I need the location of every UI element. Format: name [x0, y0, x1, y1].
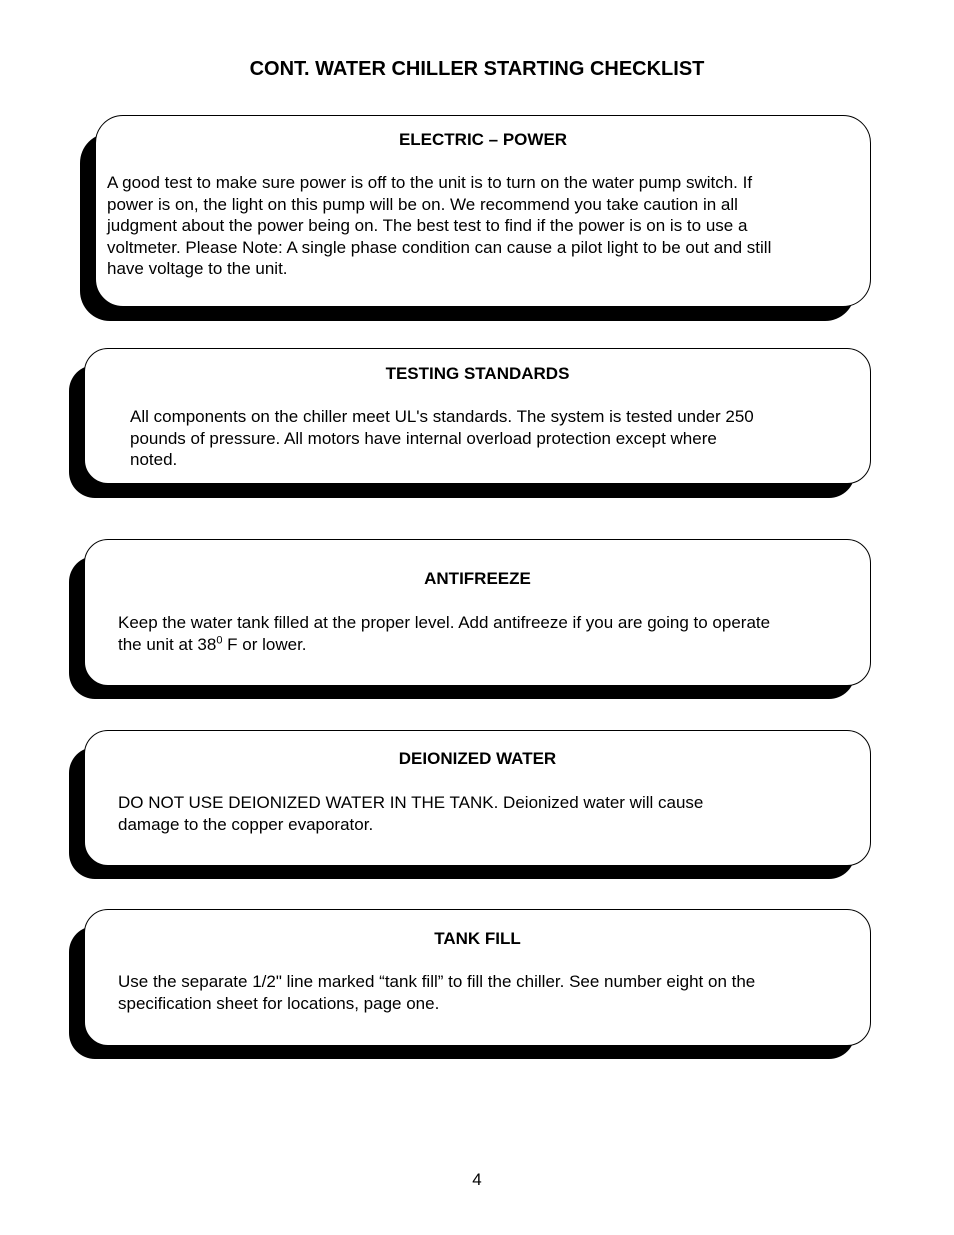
- section-card-deionized-water: [69, 730, 872, 881]
- card-box: [84, 539, 871, 686]
- section-card-tank-fill: [69, 909, 872, 1061]
- section-body: DO NOT USE DEIONIZED WATER IN THE TANK. Deionized water will cause damage to the copper evaporator.: [118, 793, 704, 834]
- section-heading: TESTING STANDARDS: [385, 364, 570, 383]
- superscript-degree: 0: [216, 633, 223, 646]
- section-body-text: Keep the water tank filled at the proper level. Add antifreeze if you are going to operate the unit at 38: [118, 613, 771, 654]
- section-heading: ANTIFREEZE: [424, 569, 531, 588]
- section-body: Use the separate 1/2" line marked “tank fill” to fill the chiller. See number eight on the specification sheet for locations, page one.: [118, 972, 756, 1013]
- section-heading: DEIONIZED WATER: [398, 749, 557, 768]
- section-body: A good test to make sure power is off to the unit is to turn on the water pump switch. If power is on, the light on this pump will be on. We recommend you take caution in all judgment about the power being on. The best test to find if the power is on is to use a voltmeter. Please Note: A single phase condition can cause a pilot light to be out and still have voltage to the unit.: [107, 173, 772, 278]
- section-card-electric-power: [80, 115, 872, 323]
- section-body-text-end: F or lower.: [222, 634, 307, 654]
- page-title: CONT. WATER CHILLER STARTING CHECKLIST: [249, 58, 705, 80]
- card-box: [84, 348, 871, 484]
- section-body: All components on the chiller meet UL's standards. The system is tested under 250 pounds of pressure. All motors have internal overload protection except where noted.: [130, 407, 754, 469]
- section-heading: ELECTRIC – POWER: [398, 130, 568, 149]
- section-card-testing-standards: [69, 348, 872, 500]
- card-box: [84, 730, 871, 866]
- section-body: [118, 612, 868, 655]
- section-heading: TANK FILL: [434, 929, 521, 948]
- section-card-antifreeze: [69, 539, 872, 701]
- card-box: [95, 115, 871, 307]
- card-box: [84, 909, 871, 1046]
- page-number: 4: [472, 1170, 482, 1189]
